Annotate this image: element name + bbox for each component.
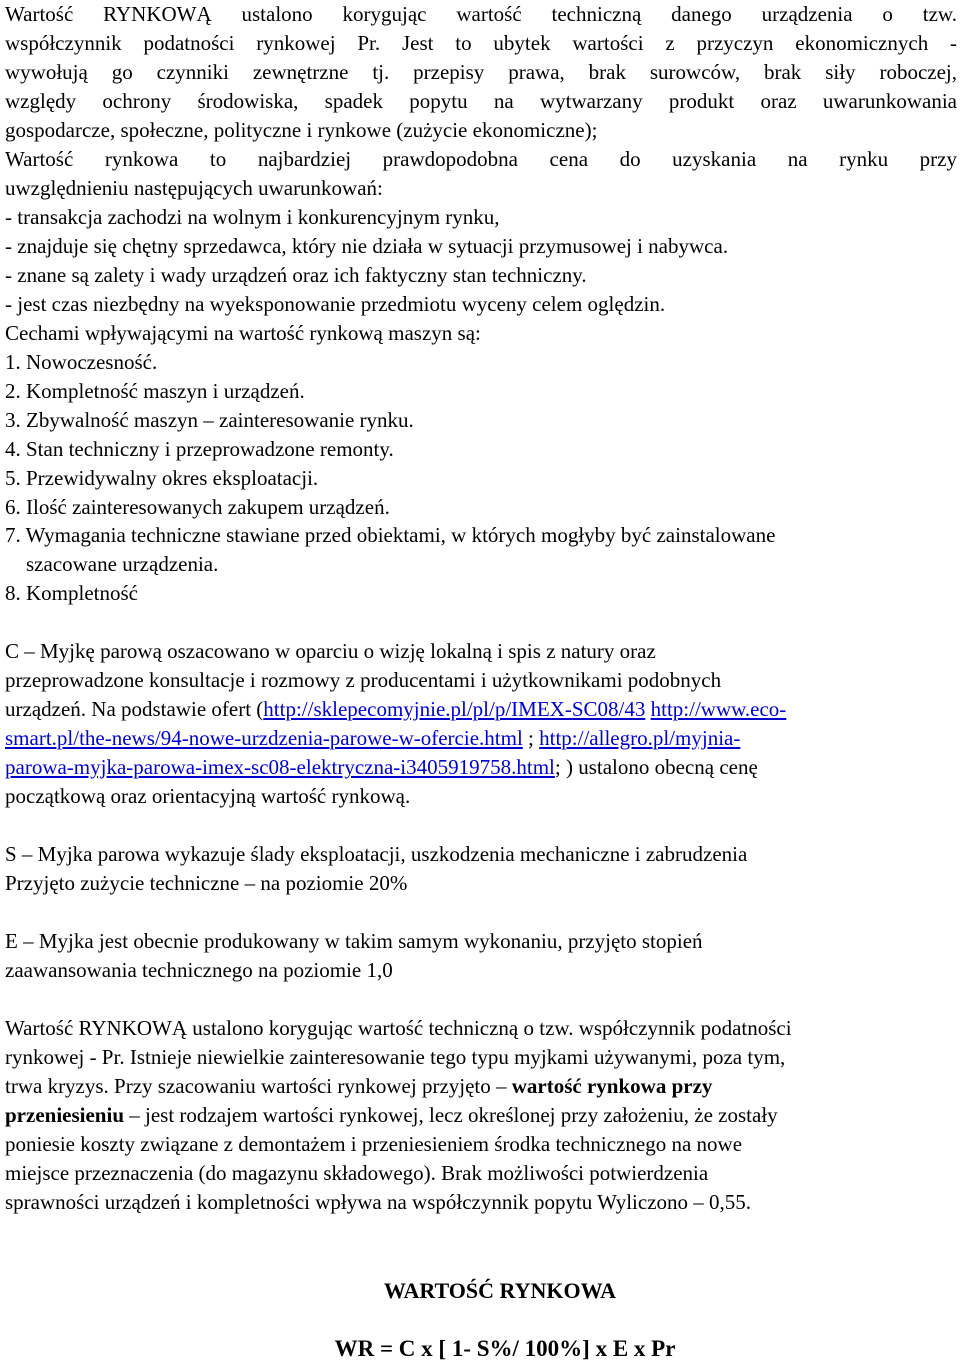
section-pr-line: poniesie koszty związane z demontażem i przeniesieniem środka technicznego na nowe (5, 1132, 743, 1156)
intro-line: - jest czas niezbędny na wyeksponowanie przedmiotu wyceny celem oględzin. (5, 292, 666, 316)
offer-link-sklepecomyjnie[interactable]: http://sklepecomyjnie.pl/pl/p/IMEX-SC08/43 (263, 697, 646, 721)
feature-item: 5. Przewidywalny okres eksploatacji. (5, 466, 319, 490)
section-c-text: urządzeń. Na podstawie ofert ( (5, 697, 264, 721)
section-c-tail: ; ) ustalono obecną cenę (554, 755, 758, 779)
section-c-line: przeprowadzone konsultacje i rozmowy z producentami i użytkownikami podobnych (5, 668, 722, 692)
market-value-heading: WARTOŚĆ RYNKOWA (383, 1278, 617, 1303)
section-pr-line: miejsce przeznaczenia (do magazynu składowego). Brak możliwości potwierdzenia (5, 1161, 709, 1185)
intro-line: wywołują go czynniki zewnętrzne tj. przepisy prawa, brak surowców, brak siły roboczej, (5, 60, 957, 84)
offer-link-eco-smart[interactable]: http://www.eco- (650, 697, 787, 721)
intro-line: Wartość rynkowa to najbardziej prawdopodobna cena do uzyskania na rynku przy (5, 147, 957, 171)
feature-item-continuation: szacowane urządzenia. (26, 552, 219, 576)
intro-line: - znane są zalety i wady urządzeń oraz ich faktyczny stan techniczny. (5, 263, 587, 287)
feature-item: 4. Stan techniczny i przeprowadzone remonty. (5, 437, 394, 461)
intro-line: gospodarcze, społeczne, polityczne i rynkowe (zużycie ekonomiczne); (5, 118, 598, 142)
intro-line: względy ochrony środowiska, spadek popytu na wytwarzany produkt oraz uwarunkowania (5, 89, 957, 113)
intro-line: - znajduje się chętny sprzedawca, który nie działa w sytuacji przymusowej i nabywca. (5, 234, 729, 258)
section-e-line: zaawansowania technicznego na poziomie 1,0 (5, 958, 393, 982)
section-s-line: S – Myjka parowa wykazuje ślady eksploatacji, uszkodzenia mechaniczne i zabrudzenia (5, 842, 748, 866)
feature-item: 6. Ilość zainteresowanych zakupem urządzeń. (5, 495, 390, 519)
section-c-line (5, 753, 957, 782)
section-pr-bold: wartość rynkowa przy (511, 1074, 713, 1098)
intro-line: Wartość RYNKOWĄ ustalono korygując wartość techniczną danego urządzenia o tzw. (5, 2, 957, 26)
feature-item: 3. Zbywalność maszyn – zainteresowanie rynku. (5, 408, 414, 432)
link-separator: ; (522, 726, 540, 750)
intro-line: Cechami wpływającymi na wartość rynkową maszyn są: (5, 321, 481, 345)
feature-item: 1. Nowoczesność. (5, 350, 158, 374)
feature-item: 2. Kompletność maszyn i urządzeń. (5, 379, 305, 403)
market-value-formula: WR = C x [ 1- S%/ 100%] x E x Pr (334, 1336, 676, 1361)
section-pr-line (5, 1072, 957, 1101)
section-s-line: Przyjęto zużycie techniczne – na poziomie 20% (5, 871, 408, 895)
offer-link-allegro-cont[interactable]: parowa-myjka-parowa-imex-sc08-elektryczna-i3405919758.html (5, 755, 555, 779)
section-pr-line: Wartość RYNKOWĄ ustalono korygując wartość techniczną o tzw. współczynnik podatności (5, 1016, 792, 1040)
offer-link-eco-smart-cont[interactable]: smart.pl/the-news/94-nowe-urzdzenia-parowe-w-ofercie.html (5, 726, 523, 750)
section-pr-bold: przeniesieniu (5, 1103, 124, 1127)
section-c-line (5, 695, 957, 724)
section-pr-line (5, 1101, 957, 1130)
section-pr-line: sprawności urządzeń i kompletności wpływa na współczynnik popytu Wyliczono – 0,55. (5, 1190, 752, 1214)
offer-link-allegro[interactable]: http://allegro.pl/myjnia- (539, 726, 741, 750)
intro-line: - transakcja zachodzi na wolnym i konkurencyjnym rynku, (5, 205, 500, 229)
section-e-line: E – Myjka jest obecnie produkowany w takim samym wykonaniu, przyjęto stopień (5, 929, 703, 953)
feature-item: 8. Kompletność (5, 581, 138, 605)
intro-line: współczynnik podatności rynkowej Pr. Jest to ubytek wartości z przyczyn ekonomicznych - (5, 31, 957, 55)
section-c-line: początkową oraz orientacyjną wartość rynkową. (5, 784, 411, 808)
section-c-line (5, 724, 957, 753)
section-pr-text: – jest rodzajem wartości rynkowej, lecz określonej przy założeniu, że zostały (124, 1103, 778, 1127)
section-c-line: C – Myjkę parową oszacowano w oparciu o wizję lokalną i spis z natury oraz (5, 639, 656, 663)
feature-item: 7. Wymagania techniczne stawiane przed obiektami, w których mogłyby być zainstalowane (5, 523, 776, 547)
section-pr-text: trwa kryzys. Przy szacowaniu wartości rynkowej przyjęto – (5, 1074, 512, 1098)
intro-line: uwzględnieniu następujących uwarunkowań: (5, 176, 383, 200)
section-pr-line: rynkowej - Pr. Istnieje niewielkie zainteresowanie tego typu myjkami używanymi, poza tym, (5, 1045, 786, 1069)
